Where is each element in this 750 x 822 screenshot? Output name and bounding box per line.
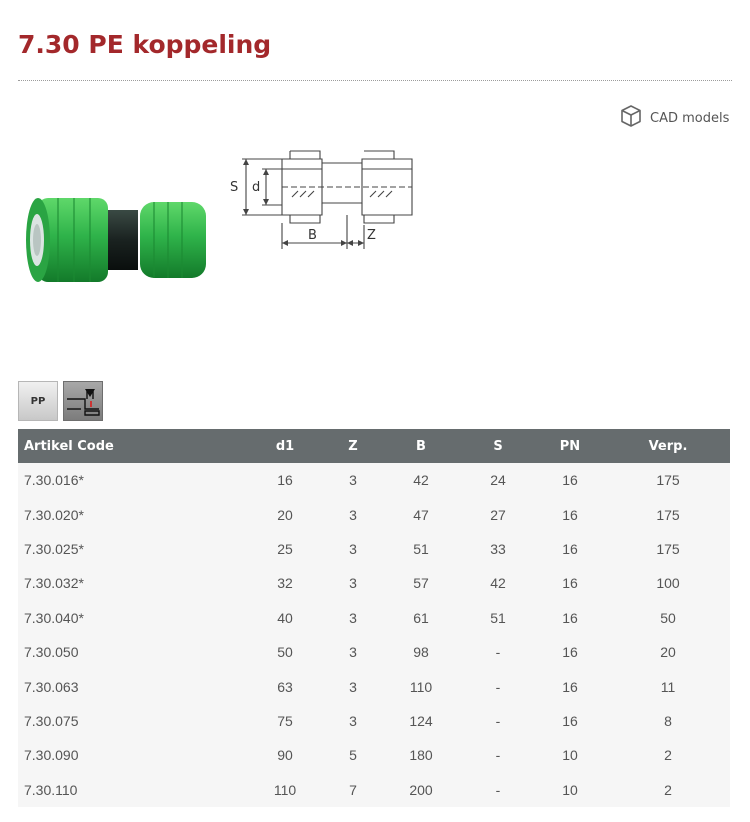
cell-d1: 63 [244, 669, 326, 703]
cell-artikel-code: 7.30.090 [18, 738, 244, 772]
cell-verp: 100 [606, 566, 730, 600]
cell-verp: 11 [606, 669, 730, 703]
cell-pn: 16 [534, 704, 606, 738]
cell-s: - [462, 773, 534, 807]
cell-d1: 25 [244, 532, 326, 566]
cell-b: 61 [380, 601, 462, 635]
cell-z: 3 [326, 497, 380, 531]
cell-artikel-code: 7.30.063 [18, 669, 244, 703]
cell-d1: 110 [244, 773, 326, 807]
table-header-row [18, 429, 730, 463]
cell-z: 3 [326, 463, 380, 497]
cell-d1: 40 [244, 601, 326, 635]
cell-pn: 16 [534, 635, 606, 669]
cad-models-label: CAD models [650, 110, 730, 126]
cell-d1: 20 [244, 497, 326, 531]
cell-pn: 16 [534, 532, 606, 566]
cell-pn: 16 [534, 669, 606, 703]
cell-z: 5 [326, 738, 380, 772]
cell-d1: 50 [244, 635, 326, 669]
cell-z: 3 [326, 566, 380, 600]
property-badges [18, 381, 103, 421]
cell-pn: 10 [534, 773, 606, 807]
cell-artikel-code: 7.30.040* [18, 601, 244, 635]
cell-verp: 175 [606, 463, 730, 497]
cell-s: 51 [462, 601, 534, 635]
label-s: S [230, 180, 239, 195]
label-z: Z [367, 228, 376, 243]
table-row [18, 738, 730, 772]
cell-artikel-code: 7.30.020* [18, 497, 244, 531]
col-header-artikel-code: Artikel Code [18, 429, 244, 463]
cell-pn: 16 [534, 566, 606, 600]
cell-verp: 2 [606, 738, 730, 772]
cad-models-link[interactable] [620, 104, 729, 132]
cell-artikel-code: 7.30.016* [18, 463, 244, 497]
cell-verp: 20 [606, 635, 730, 669]
product-photo [18, 190, 210, 294]
cell-b: 98 [380, 635, 462, 669]
cell-s: - [462, 704, 534, 738]
col-header-s: S [462, 429, 534, 463]
cell-s: 42 [462, 566, 534, 600]
cell-s: 27 [462, 497, 534, 531]
table-row [18, 669, 730, 703]
table-row [18, 704, 730, 738]
material-pp-icon [18, 381, 58, 421]
cell-s: 33 [462, 532, 534, 566]
table-row [18, 566, 730, 600]
cell-z: 3 [326, 601, 380, 635]
cell-b: 110 [380, 669, 462, 703]
cell-b: 180 [380, 738, 462, 772]
cell-b: 124 [380, 704, 462, 738]
cell-verp: 50 [606, 601, 730, 635]
col-header-verp: Verp. [606, 429, 730, 463]
cell-d1: 32 [244, 566, 326, 600]
cell-artikel-code: 7.30.110 [18, 773, 244, 807]
cell-verp: 8 [606, 704, 730, 738]
title-divider [18, 80, 732, 81]
cell-s: - [462, 669, 534, 703]
table-row [18, 773, 730, 807]
cube-icon [620, 104, 650, 132]
col-header-pn: PN [534, 429, 606, 463]
table-row [18, 635, 730, 669]
cell-d1: 75 [244, 704, 326, 738]
table-row [18, 601, 730, 635]
cell-artikel-code: 7.30.032* [18, 566, 244, 600]
product-table [18, 429, 730, 807]
cell-b: 42 [380, 463, 462, 497]
label-d: d [252, 180, 261, 195]
cell-pn: 16 [534, 601, 606, 635]
cell-z: 3 [326, 532, 380, 566]
cell-pn: 16 [534, 497, 606, 531]
cell-z: 3 [326, 704, 380, 738]
cell-artikel-code: 7.30.075 [18, 704, 244, 738]
cell-s: - [462, 738, 534, 772]
cell-pn: 16 [534, 463, 606, 497]
col-header-z: Z [326, 429, 380, 463]
cell-b: 47 [380, 497, 462, 531]
badge-label: PP [30, 395, 46, 407]
col-header-d1: d1 [244, 429, 326, 463]
cell-b: 57 [380, 566, 462, 600]
col-header-b: B [380, 429, 462, 463]
cell-verp: 175 [606, 532, 730, 566]
table-row [18, 463, 730, 497]
cell-z: 3 [326, 635, 380, 669]
label-b: B [308, 228, 317, 243]
page-title: 7.30 PE koppeling [18, 30, 272, 59]
table-row [18, 497, 730, 531]
cell-verp: 175 [606, 497, 730, 531]
cell-z: 3 [326, 669, 380, 703]
cell-z: 7 [326, 773, 380, 807]
cell-pn: 10 [534, 738, 606, 772]
cell-verp: 2 [606, 773, 730, 807]
cell-d1: 16 [244, 463, 326, 497]
cell-artikel-code: 7.30.050 [18, 635, 244, 669]
technical-drawing [222, 145, 422, 259]
cell-s: - [462, 635, 534, 669]
cell-artikel-code: 7.30.025* [18, 532, 244, 566]
cell-d1: 90 [244, 738, 326, 772]
table-row [18, 532, 730, 566]
cell-b: 51 [380, 532, 462, 566]
compression-fitting-icon [63, 381, 103, 421]
cell-s: 24 [462, 463, 534, 497]
cell-b: 200 [380, 773, 462, 807]
